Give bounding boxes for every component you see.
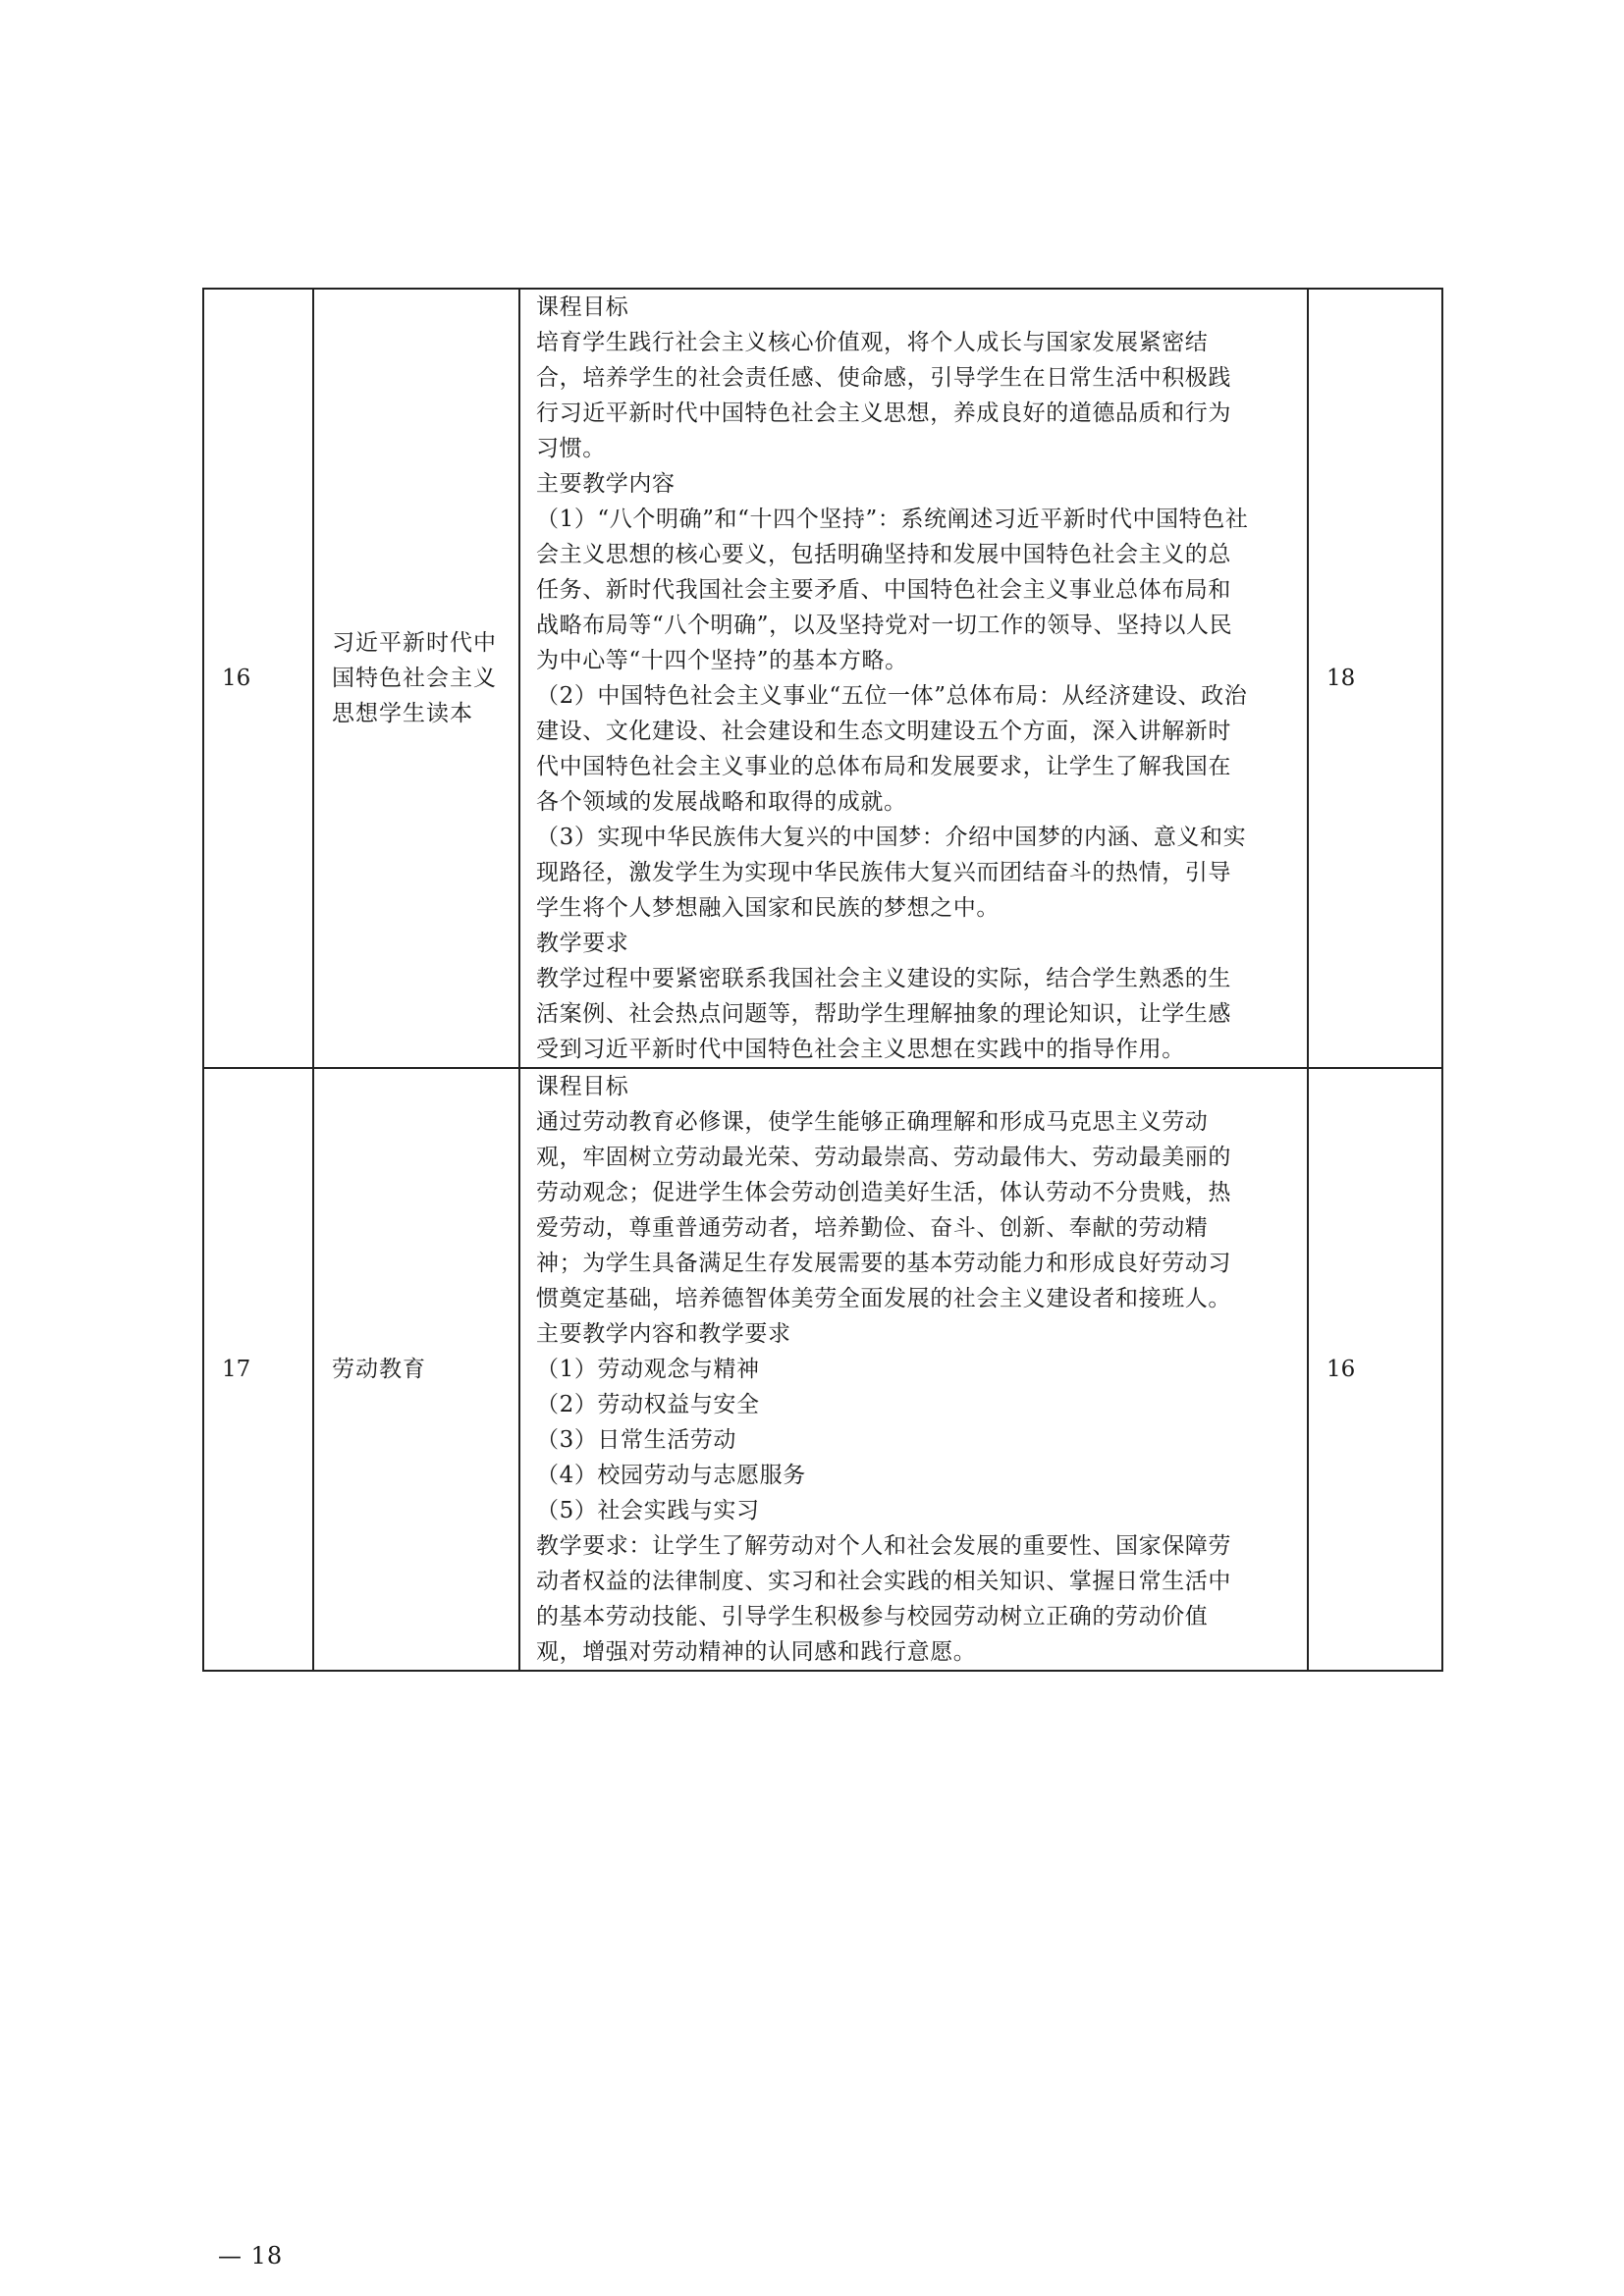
- content-line: （5）社会实践与实习: [536, 1498, 760, 1523]
- content-line: 活案例、社会热点问题等，帮助学生理解抽象的理论知识，让学生感: [536, 1001, 1231, 1027]
- content-line: 劳动观念；促进学生体会劳动创造美好生活，体认劳动不分贵贱，热: [536, 1180, 1231, 1205]
- content-line: 学生将个人梦想融入国家和民族的梦想之中。: [536, 895, 1000, 921]
- course-description: [519, 1068, 1308, 1671]
- course-hours: 18: [1308, 289, 1442, 1068]
- content-line: （1）“八个明确”和“十四个坚持”：系统阐述习近平新时代中国特色社: [536, 507, 1249, 532]
- content-line: 观，增强对劳动精神的认同感和践行意愿。: [536, 1639, 977, 1665]
- content-line: 合，培养学生的社会责任感、使命感，引导学生在日常生活中积极践: [536, 365, 1231, 391]
- content-line: 培育学生践行社会主义核心价值观，将个人成长与国家发展紧密结: [536, 330, 1209, 355]
- content-line: 神；为学生具备满足生存发展需要的基本劳动能力和形成良好劳动习: [536, 1251, 1231, 1276]
- table-row: [203, 289, 1442, 1068]
- content-line: 现路径，激发学生为实现中华民族伟大复兴而团结奋斗的热情，引导: [536, 860, 1231, 885]
- content-line: 课程目标: [536, 1074, 629, 1099]
- page-number: — 18: [218, 2242, 284, 2269]
- content-line: （1）劳动观念与精神: [536, 1357, 760, 1382]
- description-lines: [536, 1069, 1285, 1670]
- course-name: 劳动教育: [313, 1068, 519, 1671]
- course-number: 17: [203, 1068, 313, 1671]
- content-line: 惯奠定基础，培养德智体美劳全面发展的社会主义建设者和接班人。: [536, 1286, 1231, 1311]
- content-line: 教学要求: [536, 931, 629, 956]
- content-line: 战略布局等“八个明确”，以及坚持党对一切工作的领导、坚持以人民: [536, 613, 1233, 638]
- content-line: （3）日常生活劳动: [536, 1427, 737, 1453]
- content-line: 观，牢固树立劳动最光荣、劳动最崇高、劳动最伟大、劳动最美丽的: [536, 1145, 1231, 1170]
- content-line: 行习近平新时代中国特色社会主义思想，养成良好的道德品质和行为: [536, 400, 1231, 426]
- content-line: 爱劳动，尊重普通劳动者，培养勤俭、奋斗、创新、奉献的劳动精: [536, 1215, 1209, 1241]
- content-line: 主要教学内容和教学要求: [536, 1321, 791, 1347]
- content-line: （3）实现中华民族伟大复兴的中国梦：介绍中国梦的内涵、意义和实: [536, 825, 1247, 850]
- content-line: （4）校园劳动与志愿服务: [536, 1463, 806, 1488]
- content-line: 建设、文化建设、社会建设和生态文明建设五个方面，深入讲解新时: [536, 719, 1231, 744]
- table-row: [203, 1068, 1442, 1671]
- course-description: [519, 289, 1308, 1068]
- content-line: 的基本劳动技能、引导学生积极参与校园劳动树立正确的劳动价值: [536, 1604, 1209, 1629]
- content-line: 受到习近平新时代中国特色社会主义思想在实践中的指导作用。: [536, 1037, 1185, 1062]
- content-line: 动者权益的法律制度、实习和社会实践的相关知识、掌握日常生活中: [536, 1569, 1231, 1594]
- content-line: 代中国特色社会主义事业的总体布局和发展要求，让学生了解我国在: [536, 754, 1231, 779]
- content-line: 为中心等“十四个坚持”的基本方略。: [536, 648, 908, 673]
- content-line: 教学要求：让学生了解劳动对个人和社会发展的重要性、国家保障劳: [536, 1533, 1231, 1559]
- curriculum-table: [202, 288, 1443, 1672]
- content-line: 通过劳动教育必修课，使学生能够正确理解和形成马克思主义劳动: [536, 1109, 1209, 1135]
- course-name: 习近平新时代中国特色社会主义思想学生读本: [313, 289, 519, 1068]
- content-line: 课程目标: [536, 294, 629, 320]
- course-number: 16: [203, 289, 313, 1068]
- content-line: 会主义思想的核心要义，包括明确坚持和发展中国特色社会主义的总: [536, 542, 1231, 567]
- content-line: （2）中国特色社会主义事业“五位一体”总体布局：从经济建设、政治: [536, 683, 1248, 709]
- content-line: 教学过程中要紧密联系我国社会主义建设的实际，结合学生熟悉的生: [536, 966, 1231, 991]
- content-line: 主要教学内容: [536, 471, 676, 497]
- content-line: 习惯。: [536, 436, 606, 461]
- course-hours: 16: [1308, 1068, 1442, 1671]
- content-line: 任务、新时代我国社会主要矛盾、中国特色社会主义事业总体布局和: [536, 577, 1231, 603]
- content-line: （2）劳动权益与安全: [536, 1392, 760, 1417]
- content-line: 各个领域的发展战略和取得的成就。: [536, 789, 907, 815]
- description-lines: [536, 290, 1285, 1067]
